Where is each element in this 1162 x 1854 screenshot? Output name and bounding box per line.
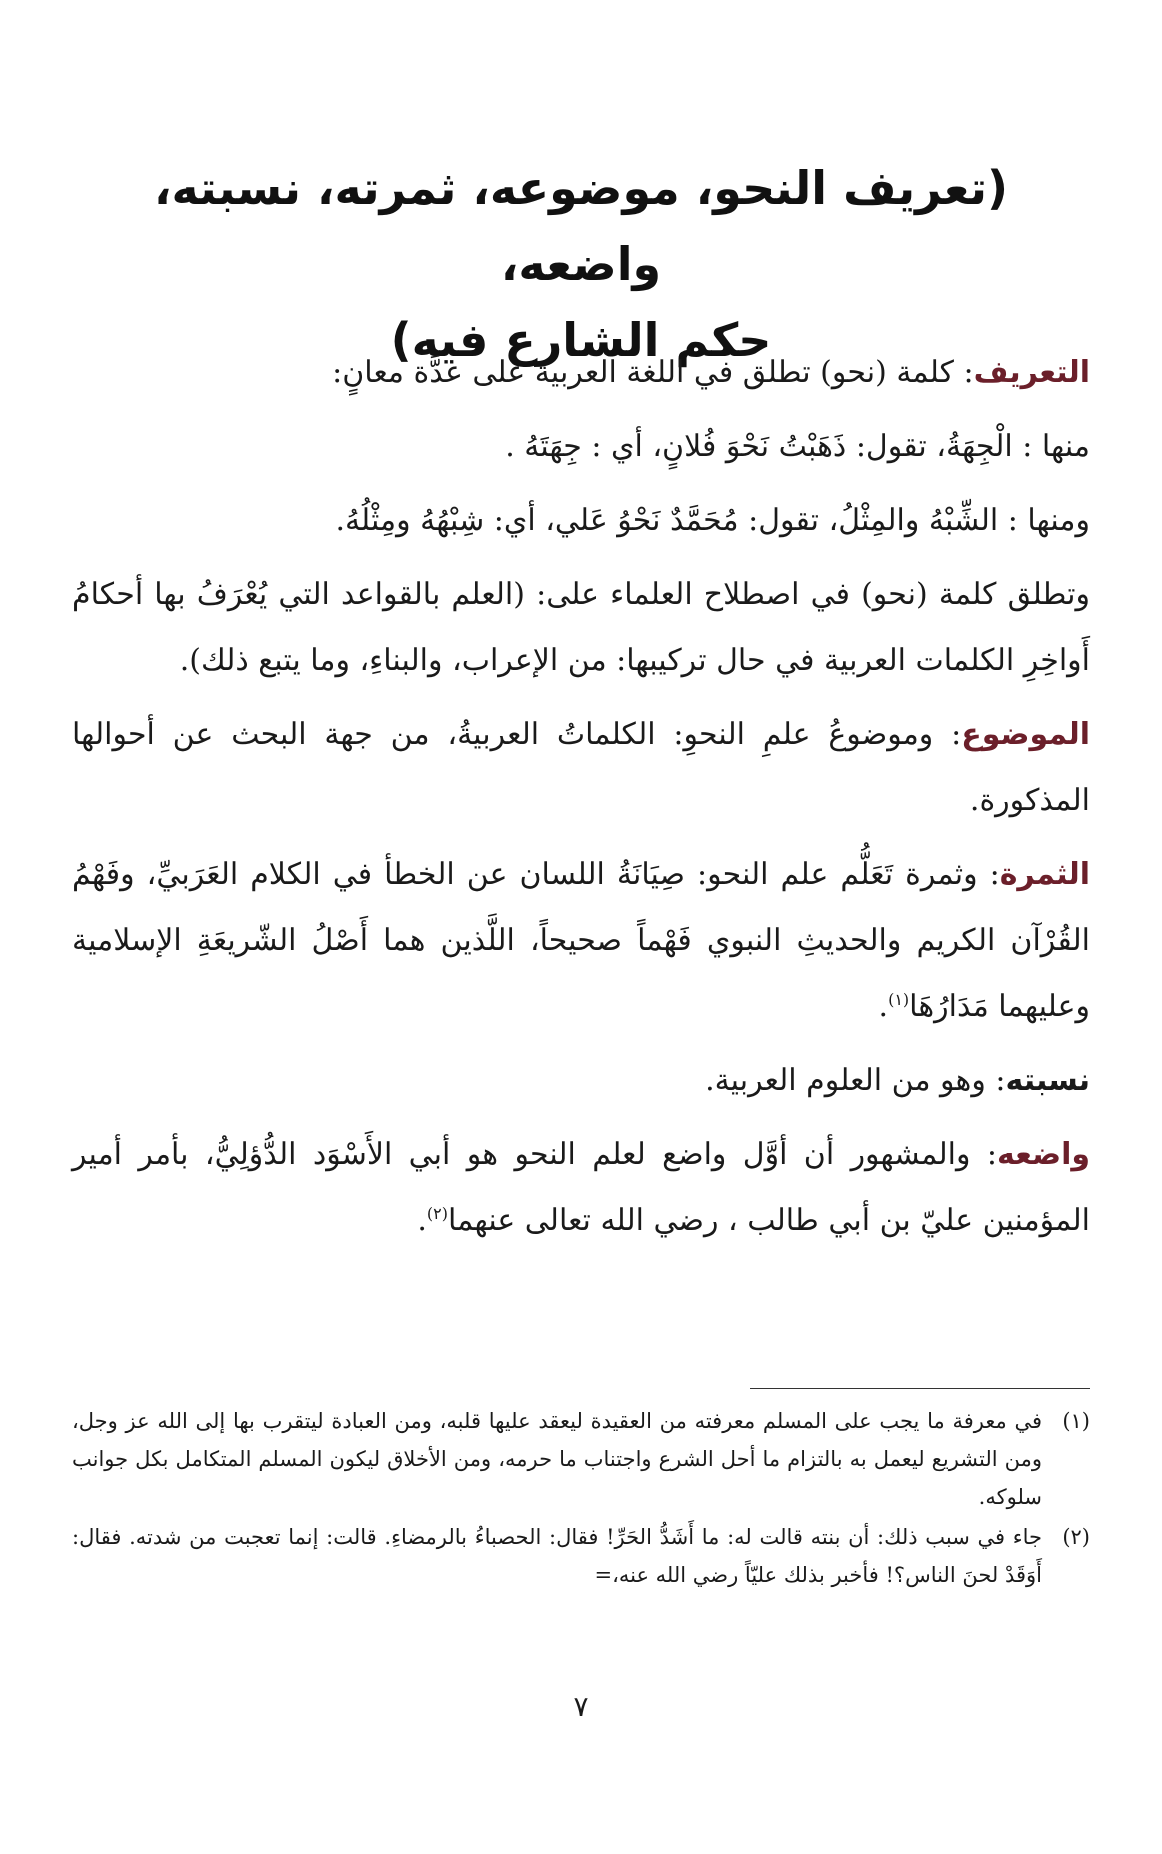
footnote-2-number: (٢): [1062, 1525, 1090, 1549]
footnote-2-text: جاء في سبب ذلك: أن بنته قالت له: ما أَشَدُّ الحَرِّ! فقال: الحصباءُ بالرمضاءِ. قالت: إنما تعجبت من شدته. فقال: أَوَقَدْ لحنَ الناس؟! فأخبر بذلك عليّاً رضي الله عنه،=: [72, 1525, 1042, 1587]
subject-term: الموضوع: [961, 717, 1090, 752]
meaning-1-text: منها : الْجِهَةُ، تقول: ذَهَبْتُ نَحْوَ فُلانٍ، أي : جِهَتَهُ .: [505, 429, 1090, 464]
footnote-1-number: (١): [1062, 1409, 1090, 1433]
relation-text: : وهو من العلوم العربية.: [705, 1063, 1006, 1098]
title-line-2: حكم الشارع فيه): [390, 313, 772, 367]
founder-term: واضعه: [996, 1137, 1090, 1172]
footnotes: [72, 1402, 1090, 1596]
fruit-text: : وثمرة تَعَلُّم علم النحو: صِيَانَةُ اللسان عن الخطأ في الكلام العَرَبيِّ، وفَهْمُ القُرْآن الكريم والحديثِ النبوي فَهْماً صحيحاً، اللَّذين هما أَصْلُ الشّريعَةِ الإسلامية وعليهما مَدَارُهَا: [72, 857, 1090, 1024]
fruit-end: .: [878, 989, 889, 1024]
relation-term: نسبته: [1005, 1063, 1090, 1098]
footnote-divider: [750, 1388, 1090, 1389]
definition-term: التعريف: [973, 355, 1090, 390]
subject-text: : وموضوعُ علمِ النحوِ: الكلماتُ العربيةُ، من جهة البحث عن أحوالها المذكورة.: [72, 717, 1090, 818]
main-text: [72, 340, 1090, 1262]
footnote-1-text: في معرفة ما يجب على المسلم معرفته من العقيدة ليعقد عليها قلبه، ومن العبادة ليتقرب بها إلى الله عز وجل، ومن التشريع ليعمل به بالتزام ما أحل الشرع واجتناب ما حرمه، ومن الأخلاق ليكون المسلم المتكامل بكل جوانب سلوكه.: [72, 1409, 1042, 1509]
subject-paragraph: [72, 702, 1090, 834]
founder-paragraph: [72, 1122, 1090, 1254]
definition-text: : كلمة (نحو) تطلق في اللغة العربية على عدَّة معانٍ:: [332, 355, 974, 390]
footnote-ref-1[interactable]: (١): [888, 990, 910, 1009]
meaning-2-paragraph: [72, 488, 1090, 554]
fruit-paragraph: [72, 842, 1090, 1040]
footnote-ref-2[interactable]: (٢): [426, 1204, 448, 1223]
technical-definition-text: وتطلق كلمة (نحو) في اصطلاح العلماء على: (العلم بالقواعد التي يُعْرَفُ بها أحكامُ أَواخِرِ الكلمات العربية في حال تركيبها: من الإعراب، والبناءِ، وما يتبع ذلك).: [72, 577, 1090, 678]
founder-text: : والمشهور أن أوَّل واضع لعلم النحو هو أبي الأَسْوَد الدُّؤلِيُّ، بأمر أمير المؤمنين عليّ بن أبي طالب ، رضي الله تعالى عنهما: [72, 1137, 1090, 1238]
footnote-2: [72, 1518, 1090, 1594]
technical-definition-paragraph: [72, 562, 1090, 694]
founder-end: .: [417, 1203, 427, 1238]
footnote-1: [72, 1402, 1090, 1516]
fruit-term: الثمرة: [999, 857, 1090, 892]
relation-paragraph: [72, 1048, 1090, 1114]
definition-paragraph: [72, 340, 1090, 406]
page-number: ٧: [573, 1690, 589, 1723]
title-line-1: (تعريف النحو، موضوعه، ثمرته، نسبته، واضعه،: [153, 161, 1009, 291]
meaning-2-text: ومنها : الشِّبْهُ والمِثْلُ، تقول: مُحَمَّدٌ نَحْوُ عَلي، أي: شِبْهُهُ ومِثْلُهُ.: [335, 503, 1090, 538]
meaning-1-paragraph: [72, 414, 1090, 480]
